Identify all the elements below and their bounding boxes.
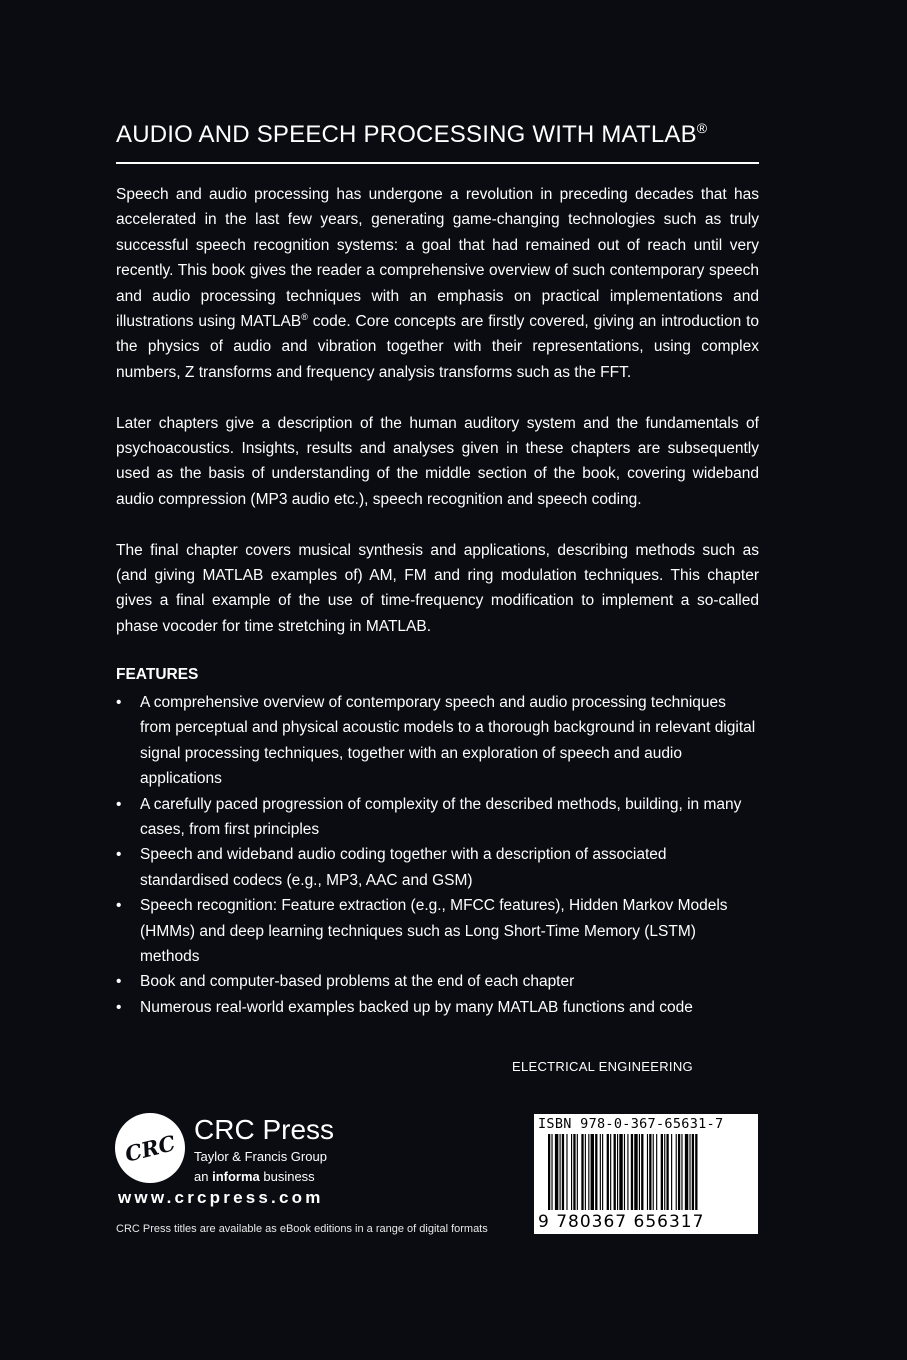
features-heading: FEATURES [116, 666, 199, 683]
bullet-icon: • [116, 846, 122, 864]
isbn-label: ISBN 978-0-367-65631-7 [538, 1116, 724, 1132]
book-section-title [116, 120, 707, 149]
informa-prefix: an [194, 1169, 213, 1184]
paragraph-1-text-a: Speech and audio processing has undergone a revolution in preceding decades that has accelerated in the last few years, generating game-changing technologies such as truly successful speech recognition systems: a goal that had remained out of reach until very recently. This book gives the reader a comprehensive overview of such contemporary speech and audio processing techniques with an emphasis on practical implementations and illustrations using MATLAB [116, 186, 759, 331]
feature-text: Numerous real-world examples backed up by many MATLAB functions and code [140, 998, 693, 1016]
feature-text: A comprehensive overview of contemporary speech and audio processing techniques from perceptual and physical acoustic models to a thorough background in relevant digital signal processing techniques, together with an exploration of speech and audio applications [140, 694, 756, 788]
isbn-digits: 9 780367 656317 [538, 1212, 705, 1232]
features-list [116, 690, 759, 1020]
bullet-icon: • [116, 973, 122, 991]
paragraph-1-registered-mark: ® [301, 311, 308, 322]
publisher-url: www.crcpress.com [118, 1188, 324, 1207]
feature-item [116, 792, 759, 843]
feature-item [116, 842, 759, 893]
title-registered-mark: ® [696, 120, 708, 136]
bullet-icon: • [116, 998, 122, 1016]
bullet-icon: • [116, 897, 122, 915]
publisher-name: CRC Press [194, 1114, 335, 1145]
crc-logo-text: CRC [122, 1129, 178, 1167]
bullet-icon: • [116, 694, 122, 711]
informa-word: informa [212, 1169, 260, 1184]
feature-text: Speech and wideband audio coding together with a description of associated standardised codecs (e.g., MP3, AAC and GSM) [140, 846, 667, 889]
description-body [116, 182, 759, 665]
subject-category: ELECTRICAL ENGINEERING [512, 1059, 693, 1074]
feature-item [116, 995, 759, 1020]
description-paragraph-3: The final chapter covers musical synthesis and applications, describing methods such as (and giving MATLAB examples of) AM, FM and ring modulation techniques. This chapter gives a final example of the use of time-frequency modification to implement a so-called phase vocoder for time stretching in MATLAB. [116, 541, 759, 635]
feature-item [116, 690, 759, 792]
title-text: AUDIO AND SPEECH PROCESSING WITH MATLAB [116, 121, 697, 148]
barcode-icon [534, 1132, 758, 1212]
publisher-informa-line [194, 1169, 315, 1184]
feature-item [116, 893, 759, 969]
bullet-icon: • [116, 795, 122, 813]
feature-text: A carefully paced progression of complexity of the described methods, building, in many cases, from first principles [140, 795, 742, 839]
description-paragraph-2: Later chapters give a description of the human auditory system and the fundamentals of psychoacoustics. Insights, results and analyses given in these chapters are subsequently used as the basis of understanding of the middle section of the book, covering wideband audio compression (MP3 audio etc.), speech recognition and speech coding. [116, 414, 759, 508]
publisher-group: Taylor & Francis Group [194, 1149, 327, 1164]
title-divider [116, 162, 759, 164]
feature-item [116, 969, 759, 994]
paragraph-1-text-b: code. Core concepts are firstly covered, giving an introduction to the physics of audio and vibration together with their representations, using complex numbers, Z transforms and frequency analysis transforms such as the FFT. [116, 313, 760, 381]
feature-text: Book and computer-based problems at the end of each chapter [140, 973, 575, 991]
description-paragraph-1 [116, 182, 759, 385]
feature-text: Speech recognition: Feature extraction (e.g., MFCC features), Hidden Markov Models (HMMs) and deep learning techniques such as Long Short-Time Memory (LSTM) methods [140, 897, 728, 966]
ebook-note: CRC Press titles are available as eBook editions in a range of digital formats [116, 1223, 488, 1235]
informa-suffix: business [259, 1169, 315, 1184]
